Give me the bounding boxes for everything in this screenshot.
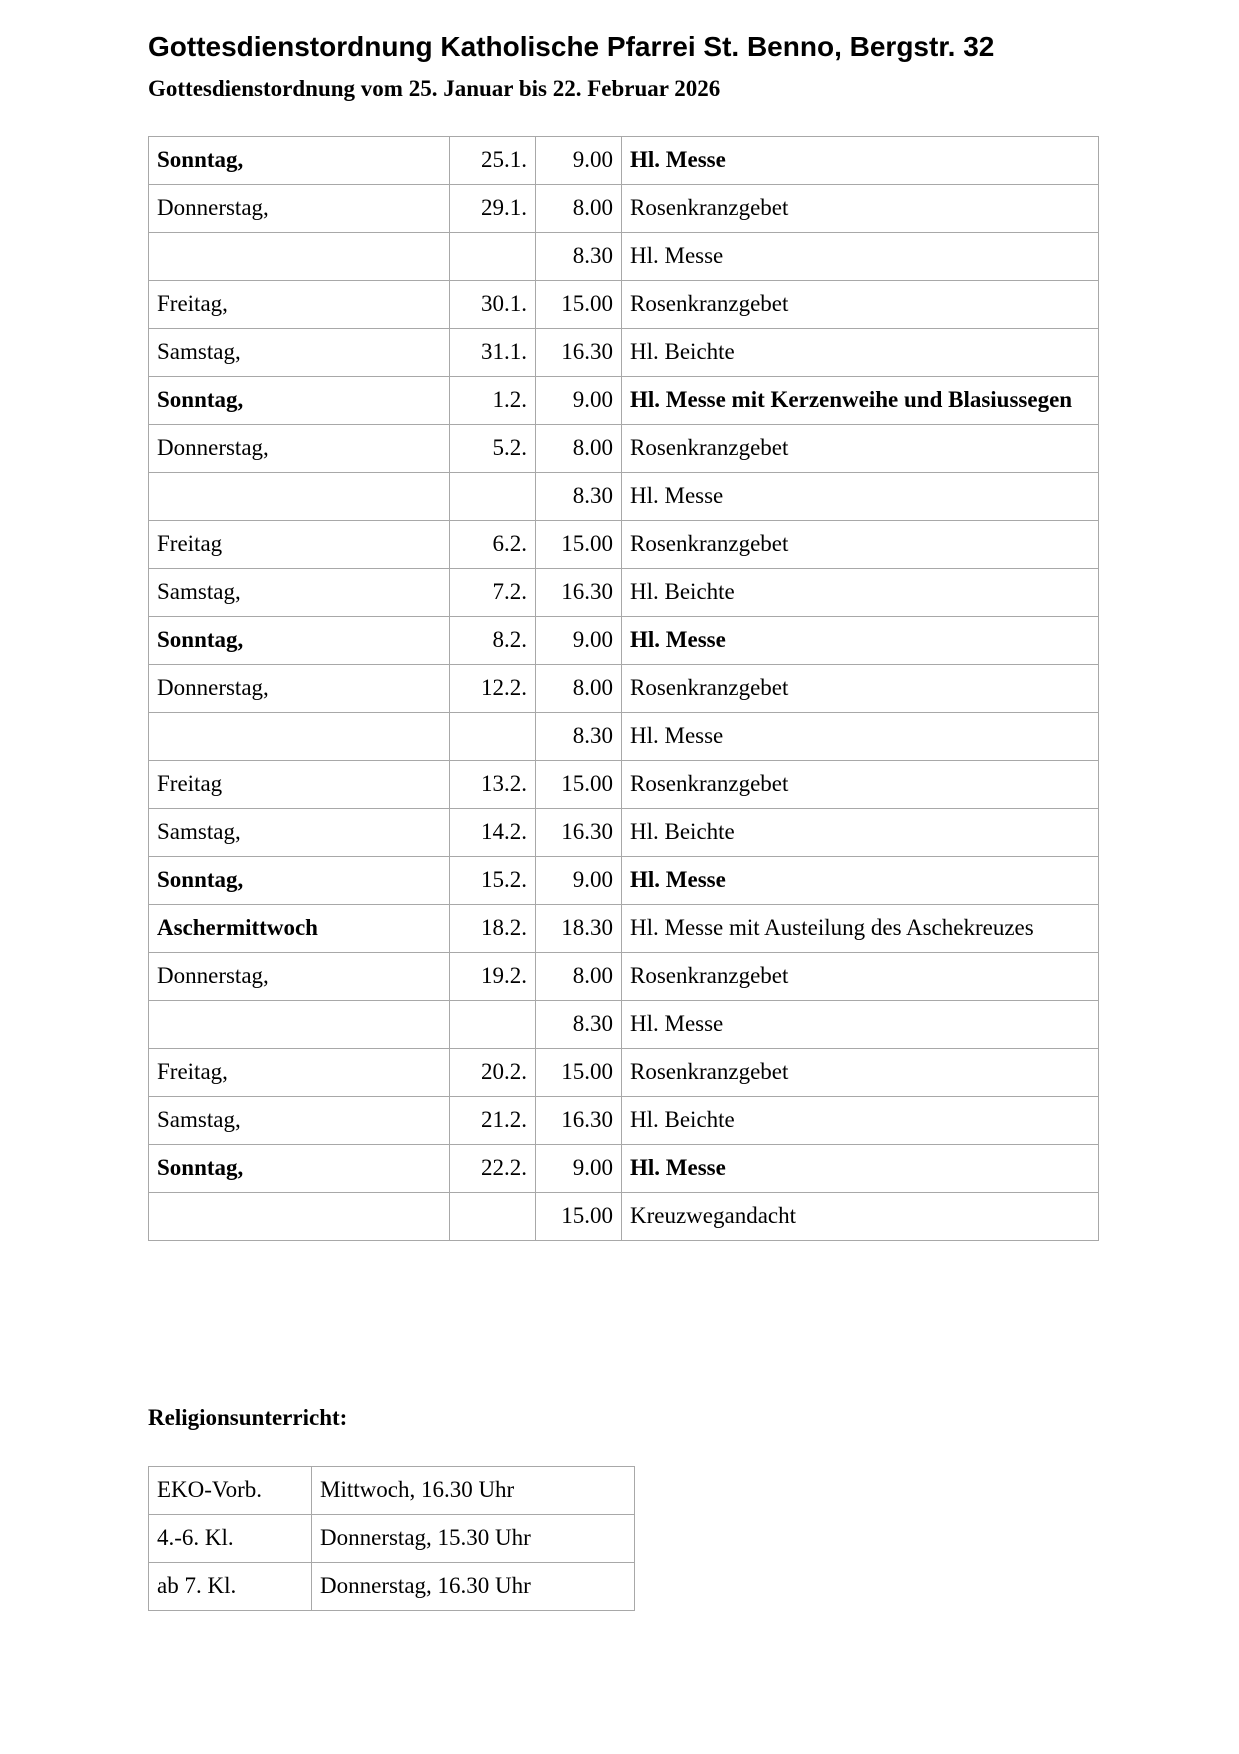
page-title: Gottesdienstordnung Katholische Pfarrei St. Benno, Bergstr. 32 (148, 31, 995, 62)
schedule-event-cell: Hl. Messe (622, 1145, 1099, 1193)
schedule-day-cell: Sonntag, (149, 1145, 450, 1193)
schedule-day-cell: Freitag, (149, 1049, 450, 1097)
schedule-day-cell (149, 713, 450, 761)
schedule-time-cell: 8.00 (536, 665, 622, 713)
schedule-time-cell: 8.30 (536, 473, 622, 521)
schedule-row (149, 329, 1099, 377)
schedule-row (149, 617, 1099, 665)
schedule-row (149, 665, 1099, 713)
religion-time-cell: Mittwoch, 16.30 Uhr (312, 1467, 635, 1515)
schedule-row (149, 281, 1099, 329)
schedule-event-cell: Hl. Messe mit Kerzenweihe und Blasiussegen (622, 377, 1099, 425)
schedule-time-cell: 8.30 (536, 1001, 622, 1049)
religion-row (149, 1467, 635, 1515)
schedule-event-cell: Rosenkranzgebet (622, 761, 1099, 809)
schedule-row (149, 713, 1099, 761)
schedule-date-cell: 13.2. (450, 761, 536, 809)
schedule-row (149, 377, 1099, 425)
schedule-event-cell: Hl. Messe (622, 233, 1099, 281)
schedule-row (149, 1049, 1099, 1097)
schedule-time-cell: 16.30 (536, 1097, 622, 1145)
schedule-date-cell: 15.2. (450, 857, 536, 905)
schedule-row (149, 1097, 1099, 1145)
schedule-day-cell: Sonntag, (149, 377, 450, 425)
schedule-event-cell: Hl. Messe (622, 473, 1099, 521)
schedule-day-cell: Samstag, (149, 569, 450, 617)
schedule-date-cell (450, 233, 536, 281)
religion-section-label: Religionsunterricht: (148, 1405, 348, 1430)
religion-grade-cell: EKO-Vorb. (149, 1467, 312, 1515)
schedule-time-cell: 8.30 (536, 233, 622, 281)
schedule-day-cell: Sonntag, (149, 617, 450, 665)
schedule-time-cell: 15.00 (536, 1193, 622, 1241)
schedule-time-cell: 9.00 (536, 617, 622, 665)
schedule-row (149, 1001, 1099, 1049)
religion-grade-cell: ab 7. Kl. (149, 1563, 312, 1611)
schedule-time-cell: 15.00 (536, 521, 622, 569)
schedule-event-cell: Rosenkranzgebet (622, 281, 1099, 329)
schedule-time-cell: 15.00 (536, 1049, 622, 1097)
schedule-date-cell: 19.2. (450, 953, 536, 1001)
schedule-day-cell (149, 473, 450, 521)
schedule-day-cell: Freitag, (149, 281, 450, 329)
schedule-day-cell: Freitag (149, 761, 450, 809)
religion-time-cell: Donnerstag, 15.30 Uhr (312, 1515, 635, 1563)
service-schedule-table (148, 136, 1099, 1241)
schedule-day-cell: Aschermittwoch (149, 905, 450, 953)
schedule-date-cell: 29.1. (450, 185, 536, 233)
schedule-row (149, 185, 1099, 233)
schedule-day-cell (149, 1193, 450, 1241)
schedule-date-cell: 25.1. (450, 137, 536, 185)
schedule-day-cell: Freitag (149, 521, 450, 569)
schedule-event-cell: Rosenkranzgebet (622, 1049, 1099, 1097)
schedule-row (149, 1193, 1099, 1241)
schedule-day-cell (149, 233, 450, 281)
schedule-time-cell: 8.00 (536, 185, 622, 233)
schedule-date-cell: 20.2. (450, 1049, 536, 1097)
schedule-event-cell: Hl. Messe (622, 617, 1099, 665)
schedule-date-cell (450, 713, 536, 761)
schedule-time-cell: 16.30 (536, 329, 622, 377)
schedule-time-cell: 16.30 (536, 569, 622, 617)
service-schedule-body (149, 137, 1099, 1241)
schedule-event-cell: Rosenkranzgebet (622, 521, 1099, 569)
schedule-date-cell (450, 473, 536, 521)
schedule-date-cell: 12.2. (450, 665, 536, 713)
schedule-event-cell: Hl. Messe (622, 137, 1099, 185)
schedule-row (149, 953, 1099, 1001)
schedule-day-cell: Donnerstag, (149, 425, 450, 473)
schedule-event-cell: Hl. Messe (622, 1001, 1099, 1049)
schedule-row (149, 809, 1099, 857)
schedule-time-cell: 15.00 (536, 761, 622, 809)
schedule-time-cell: 18.30 (536, 905, 622, 953)
schedule-date-cell: 14.2. (450, 809, 536, 857)
schedule-day-cell: Samstag, (149, 1097, 450, 1145)
schedule-row (149, 425, 1099, 473)
schedule-event-cell: Rosenkranzgebet (622, 953, 1099, 1001)
schedule-date-cell: 30.1. (450, 281, 536, 329)
schedule-day-cell: Donnerstag, (149, 953, 450, 1001)
schedule-day-cell: Sonntag, (149, 137, 450, 185)
religion-grade-cell: 4.-6. Kl. (149, 1515, 312, 1563)
religion-time-cell: Donnerstag, 16.30 Uhr (312, 1563, 635, 1611)
schedule-event-cell: Rosenkranzgebet (622, 425, 1099, 473)
schedule-row (149, 233, 1099, 281)
religion-class-table (148, 1466, 635, 1611)
schedule-date-cell: 22.2. (450, 1145, 536, 1193)
schedule-date-cell: 31.1. (450, 329, 536, 377)
schedule-row (149, 1145, 1099, 1193)
schedule-date-cell: 21.2. (450, 1097, 536, 1145)
schedule-day-cell: Sonntag, (149, 857, 450, 905)
schedule-row (149, 569, 1099, 617)
schedule-day-cell: Samstag, (149, 809, 450, 857)
schedule-time-cell: 9.00 (536, 1145, 622, 1193)
schedule-day-cell: Donnerstag, (149, 665, 450, 713)
schedule-day-cell: Samstag, (149, 329, 450, 377)
schedule-event-cell: Hl. Beichte (622, 1097, 1099, 1145)
schedule-day-cell: Donnerstag, (149, 185, 450, 233)
schedule-time-cell: 8.30 (536, 713, 622, 761)
schedule-date-cell: 8.2. (450, 617, 536, 665)
schedule-time-cell: 16.30 (536, 809, 622, 857)
schedule-time-cell: 15.00 (536, 281, 622, 329)
schedule-date-cell: 5.2. (450, 425, 536, 473)
schedule-date-cell: 7.2. (450, 569, 536, 617)
schedule-day-cell (149, 1001, 450, 1049)
schedule-row (149, 473, 1099, 521)
schedule-time-cell: 9.00 (536, 857, 622, 905)
schedule-event-cell: Kreuzwegandacht (622, 1193, 1099, 1241)
schedule-time-cell: 9.00 (536, 377, 622, 425)
page-subtitle: Gottesdienstordnung vom 25. Januar bis 22. Februar 2026 (148, 76, 721, 101)
schedule-event-cell: Rosenkranzgebet (622, 665, 1099, 713)
religion-row (149, 1515, 635, 1563)
schedule-row (149, 137, 1099, 185)
schedule-row (149, 857, 1099, 905)
schedule-date-cell: 1.2. (450, 377, 536, 425)
schedule-event-cell: Hl. Beichte (622, 809, 1099, 857)
schedule-time-cell: 8.00 (536, 425, 622, 473)
schedule-event-cell: Rosenkranzgebet (622, 185, 1099, 233)
schedule-row (149, 905, 1099, 953)
schedule-date-cell (450, 1001, 536, 1049)
schedule-event-cell: Hl. Messe (622, 713, 1099, 761)
schedule-event-cell: Hl. Messe mit Austeilung des Aschekreuzes (622, 905, 1099, 953)
schedule-time-cell: 9.00 (536, 137, 622, 185)
religion-class-body (149, 1467, 635, 1611)
schedule-date-cell: 18.2. (450, 905, 536, 953)
schedule-time-cell: 8.00 (536, 953, 622, 1001)
schedule-event-cell: Hl. Beichte (622, 569, 1099, 617)
schedule-row (149, 761, 1099, 809)
religion-row (149, 1563, 635, 1611)
schedule-date-cell (450, 1193, 536, 1241)
schedule-event-cell: Hl. Messe (622, 857, 1099, 905)
schedule-date-cell: 6.2. (450, 521, 536, 569)
schedule-event-cell: Hl. Beichte (622, 329, 1099, 377)
schedule-row (149, 521, 1099, 569)
